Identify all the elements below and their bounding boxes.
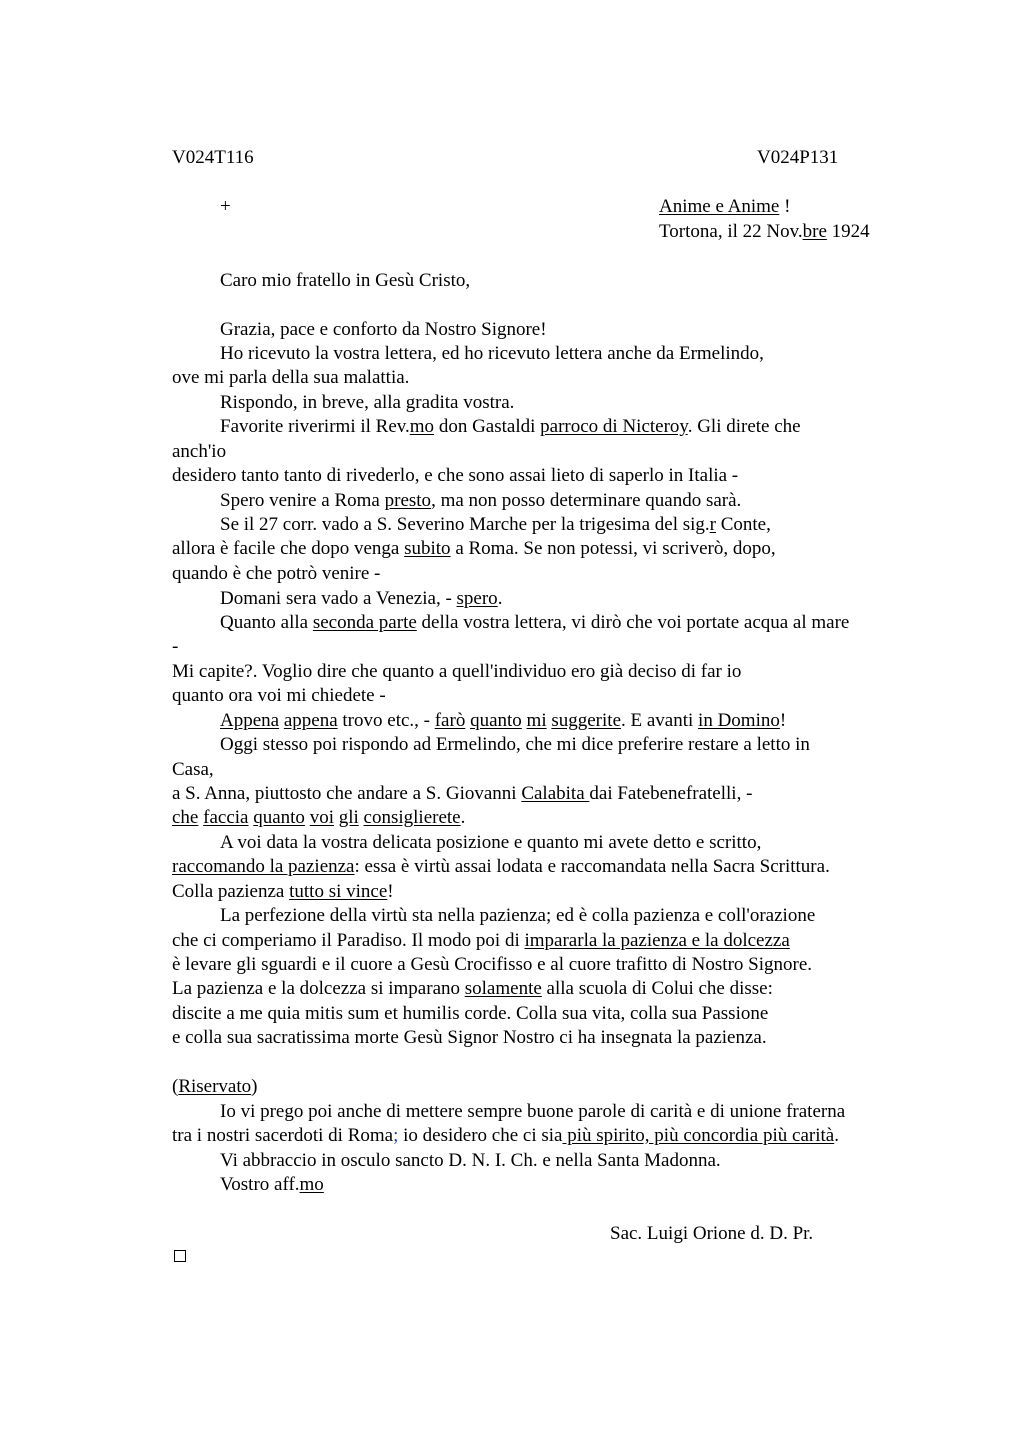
text-line: Oggi stesso poi rispondo ad Ermelindo, che mi dice preferire restare a letto in: [220, 734, 810, 755]
text-line: tra i nostri sacerdoti di Roma; io desidero che ci sia più spirito, più concordia più carità.: [172, 1125, 839, 1146]
document-ref-left: V024T116: [172, 147, 254, 168]
text-line: è levare gli sguardi e il cuore a Gesù Crocifisso e al cuore trafitto di Nostro Signore.: [172, 954, 812, 975]
text-line: Favorite riverirmi il Rev.mo don Gastaldi parroco di Nicteroy. Gli direte che: [220, 416, 801, 437]
text-line: ove mi parla della sua malattia.: [172, 367, 410, 388]
text-line: Quanto alla seconda parte della vostra lettera, vi dirò che voi portate acqua al mare: [220, 612, 850, 633]
text-line: che ci comperiamo il Paradiso. Il modo poi di impararla la pazienza e la dolcezza: [172, 930, 790, 951]
text-line: a S. Anna, piuttosto che andare a S. Giovanni Calabita dai Fatebenefratelli, -: [172, 783, 753, 804]
date-line: Tortona, il 22 Nov.bre 1924: [659, 221, 870, 242]
text-line: Grazia, pace e conforto da Nostro Signore!: [220, 319, 547, 340]
text-line: raccomando la pazienza: essa è virtù assai lodata e raccomandata nella Sacra Scrittura.: [172, 856, 830, 877]
motto: Anime e Anime !: [659, 196, 791, 217]
text-line: Spero venire a Roma presto, ma non posso determinare quando sarà.: [220, 490, 742, 511]
text-line: quanto ora voi mi chiedete -: [172, 685, 386, 706]
text-line: Appena appena trovo etc., - farò quanto mi suggerite. E avanti in Domino!: [220, 710, 787, 731]
text-line: e colla sua sacratissima morte Gesù Signor Nostro ci ha insegnata la pazienza.: [172, 1027, 767, 1048]
text-line: Ho ricevuto la vostra lettera, ed ho ricevuto lettera anche da Ermelindo,: [220, 343, 764, 364]
text-line: Rispondo, in breve, alla gradita vostra.: [220, 392, 515, 413]
text-line: quando è che potrò venire -: [172, 563, 381, 584]
text-line: discite a me quia mitis sum et humilis corde. Colla sua vita, colla sua Passione: [172, 1003, 769, 1024]
reserved-heading: (Riservato): [172, 1076, 258, 1097]
signature: Sac. Luigi Orione d. D. Pr.: [610, 1223, 814, 1244]
text-line: La perfezione della virtù sta nella pazienza; ed è colla pazienza e coll'orazione: [220, 905, 816, 926]
text-line: Se il 27 corr. vado a S. Severino Marche per la trigesima del sig.r Conte,: [220, 514, 771, 535]
text-line: Mi capite?. Voglio dire che quanto a quell'individuo ero già deciso di far io: [172, 661, 742, 682]
text-line: desidero tanto tanto di rivederlo, e che sono assai lieto di saperlo in Italia -: [172, 465, 739, 486]
text-line: anch'io: [172, 441, 227, 462]
document-ref-right: V024P131: [757, 147, 839, 168]
text-line: Domani sera vado a Venezia, - spero.: [220, 588, 503, 609]
text-line: Vi abbraccio in osculo sancto D. N. I. Ch. e nella Santa Madonna.: [220, 1150, 721, 1171]
greeting: Caro mio fratello in Gesù Cristo,: [220, 270, 471, 291]
text-line: Colla pazienza tutto si vince!: [172, 881, 394, 902]
text-line: A voi data la vostra delicata posizione e quanto mi avete detto e scritto,: [220, 832, 762, 853]
cross-mark: +: [220, 196, 231, 217]
text-line: che faccia quanto voi gli consiglierete.: [172, 807, 466, 828]
closing: Vostro aff.mo: [220, 1174, 324, 1195]
text-line: La pazienza e la dolcezza si imparano solamente alla scuola di Colui che disse:: [172, 978, 773, 999]
text-line: Casa,: [172, 759, 214, 780]
checkbox-square-icon: [174, 1250, 186, 1262]
text-line: allora è facile che dopo venga subito a Roma. Se non potessi, vi scriverò, dopo,: [172, 538, 776, 559]
text-line: Io vi prego poi anche di mettere sempre buone parole di carità e di unione fraterna: [220, 1101, 846, 1122]
text-line: -: [172, 636, 179, 657]
